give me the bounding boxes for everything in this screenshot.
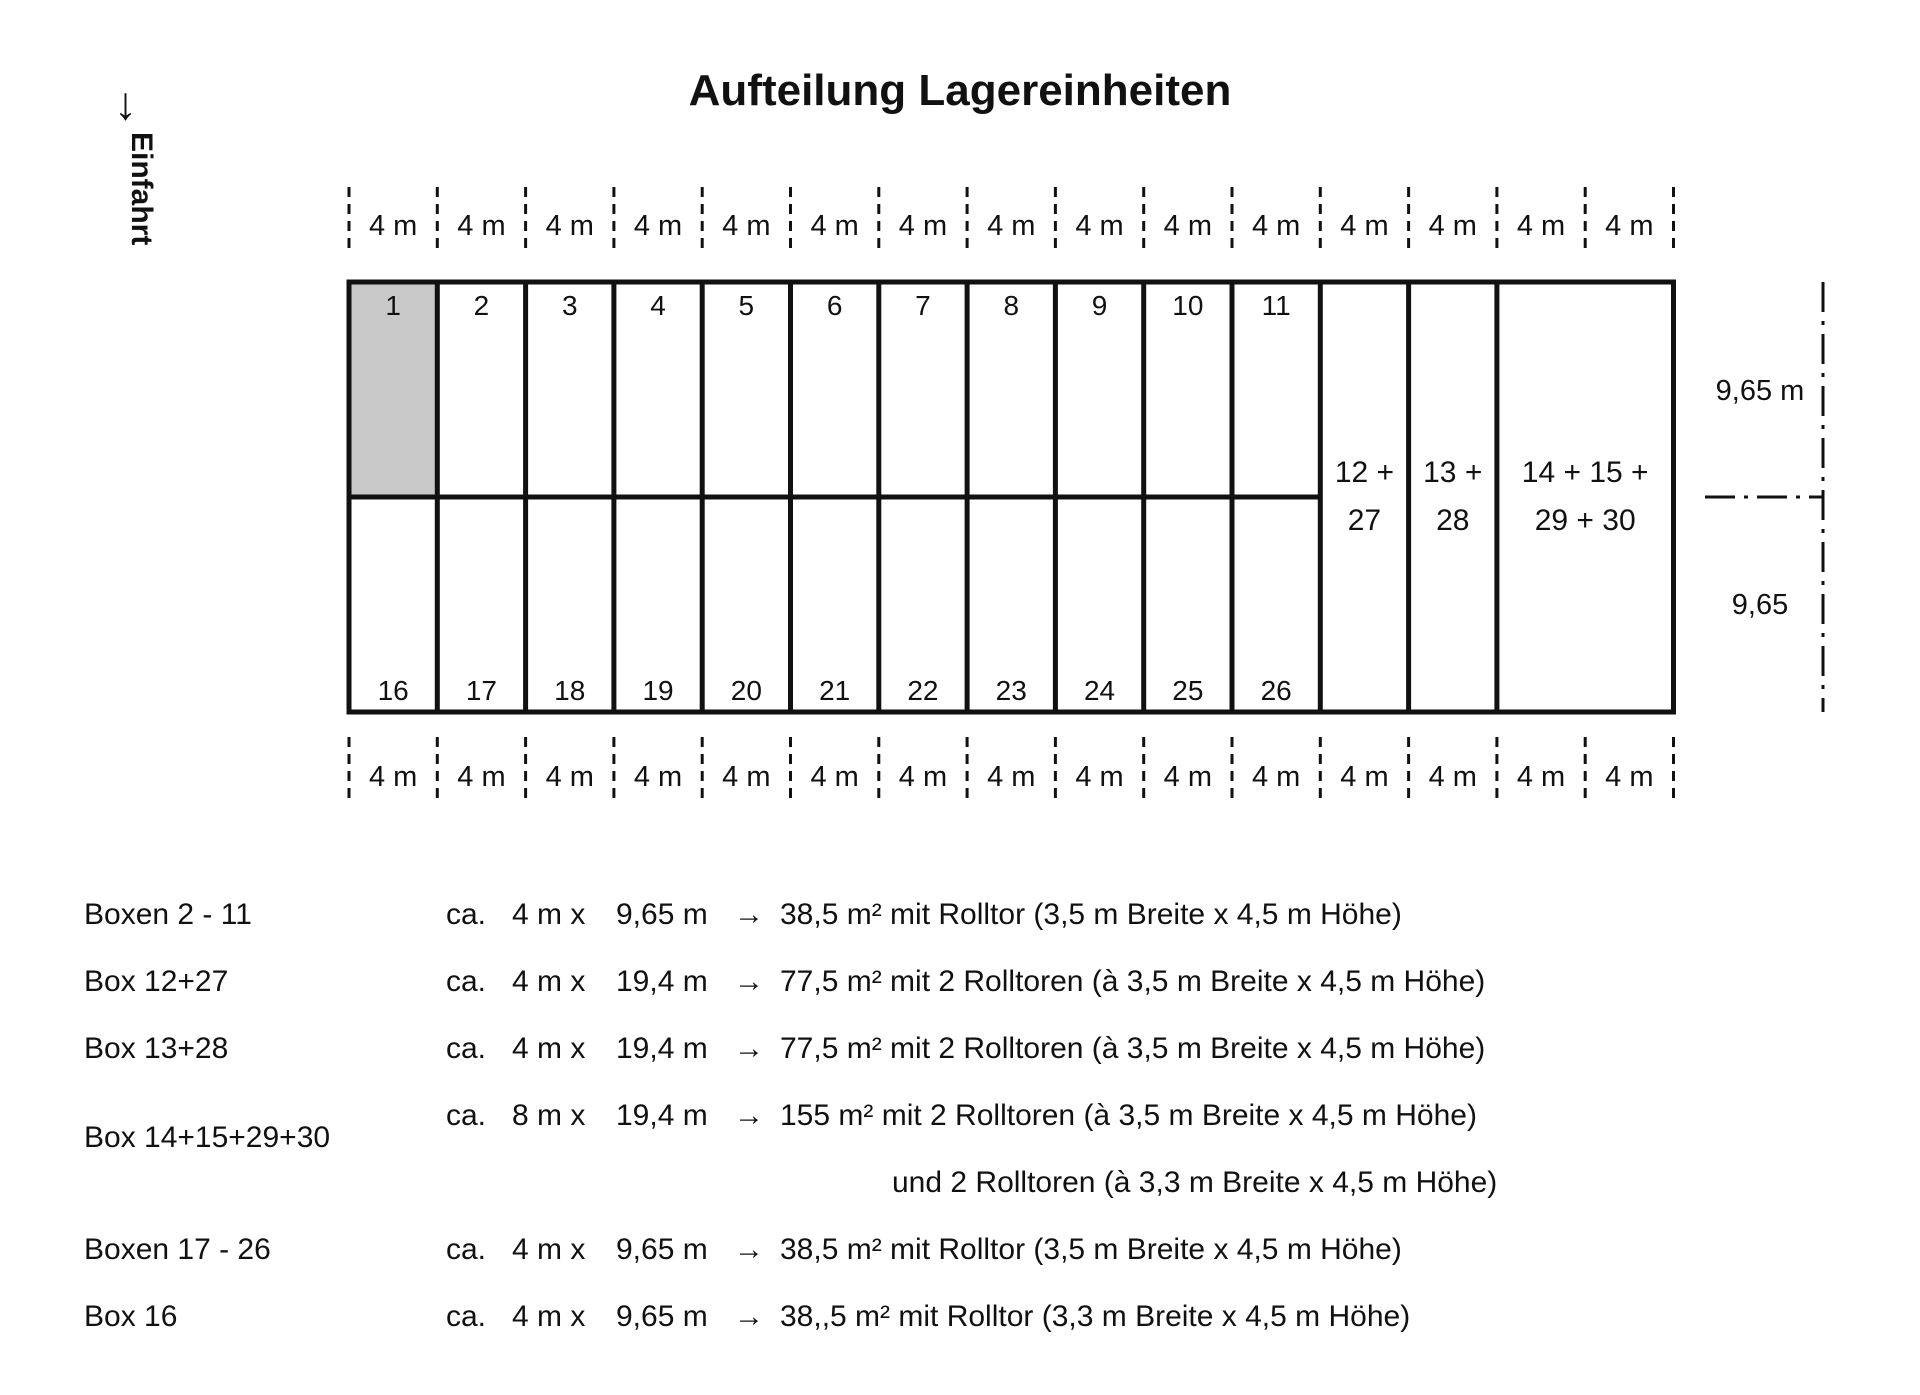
arrow-right-icon: → <box>734 1099 764 1132</box>
merged-box-label-0: 12 + <box>1334 456 1395 489</box>
spec-approx: ca. <box>446 1032 487 1065</box>
depth-label-upper: 9,65 m <box>1715 375 1805 407</box>
spec-approx: ca. <box>446 898 487 931</box>
spec-description: 38,,5 m² mit Rolltor (3,3 m Breite x 4,5 m Höhe) <box>780 1300 1411 1333</box>
spec-depth: 19,4 m <box>616 965 708 998</box>
spec-name: Box 14+15+29+30 <box>84 1121 331 1154</box>
box-number-16: 16 <box>377 675 409 706</box>
box-number-9: 9 <box>1091 290 1108 321</box>
width-dimension-top-label: 4 m <box>1163 210 1213 242</box>
width-dimension-top-label: 4 m <box>898 210 948 242</box>
spec-width: 4 m x <box>512 965 586 998</box>
width-dimension-top-label: 4 m <box>457 210 506 242</box>
spec-depth: 19,4 m <box>616 1099 708 1132</box>
arrow-right-icon: → <box>734 1233 764 1266</box>
spec-row-boxes-2-11 <box>0 898 1920 938</box>
width-dimension-bottom-label: 4 m <box>898 761 948 793</box>
width-dimension-bottom-label: 4 m <box>1075 761 1124 793</box>
spec-width: 4 m x <box>512 1032 586 1065</box>
width-dimension-top-label: 4 m <box>633 210 683 242</box>
box-number-2: 2 <box>473 290 490 321</box>
box-number-23: 23 <box>995 675 1027 706</box>
spec-description-continuation: und 2 Rolltoren (à 3,3 m Breite x 4,5 m Höhe) <box>892 1166 1498 1199</box>
spec-width: 8 m x <box>512 1099 586 1132</box>
box-number-11: 11 <box>1261 290 1291 321</box>
width-dimension-bottom-label: 4 m <box>1516 761 1566 793</box>
spec-approx: ca. <box>446 965 487 998</box>
spec-row-box-16 <box>0 1300 1920 1340</box>
arrow-right-icon: → <box>734 965 764 998</box>
box-number-4: 4 <box>650 290 666 321</box>
box-number-17: 17 <box>465 675 498 706</box>
spec-row-box-13-28 <box>0 1032 1920 1072</box>
width-dimension-bottom-label: 4 m <box>1340 761 1389 793</box>
width-dimension-bottom-label: 4 m <box>1605 761 1654 793</box>
width-dimension-top-label: 4 m <box>545 210 594 242</box>
box-number-8: 8 <box>1003 290 1020 321</box>
spec-width: 4 m x <box>512 1300 586 1333</box>
width-dimension-top-label: 4 m <box>1251 210 1301 242</box>
arrow-right-icon: → <box>734 898 764 931</box>
arrow-right-icon: → <box>734 1300 764 1333</box>
width-dimension-top-label: 4 m <box>810 210 859 242</box>
spec-name: Boxen 2 - 11 <box>84 898 252 931</box>
width-dimension-bottom-label: 4 m <box>1428 761 1477 793</box>
spec-row-boxes-17-26 <box>0 1233 1920 1273</box>
width-dimension-bottom-label: 4 m <box>368 761 418 793</box>
box-number-25: 25 <box>1172 675 1204 706</box>
spec-approx: ca. <box>446 1300 487 1333</box>
width-dimension-top-label: 4 m <box>368 210 418 242</box>
merged-box-label-2: 14 + 15 + <box>1521 456 1649 489</box>
width-dimension-bottom-label: 4 m <box>987 761 1036 793</box>
width-dimension-bottom-label: 4 m <box>810 761 859 793</box>
merged-box-label-1-line2: 28 <box>1436 504 1470 537</box>
spec-name: Box 13+28 <box>84 1032 229 1065</box>
width-dimension-top-label: 4 m <box>1340 210 1389 242</box>
width-dimension-bottom-label: 4 m <box>457 761 506 793</box>
page-title: Aufteilung Lagereinheiten <box>688 66 1232 115</box>
merged-box-label-0-line2: 27 <box>1347 504 1382 537</box>
width-dimension-top-label: 4 m <box>1428 210 1477 242</box>
spec-name: Boxen 17 - 26 <box>84 1233 271 1266</box>
spec-width: 4 m x <box>512 898 586 931</box>
box-number-10: 10 <box>1172 290 1204 321</box>
box-number-6: 6 <box>826 290 843 321</box>
width-dimension-top-label: 4 m <box>1516 210 1566 242</box>
spec-description: 38,5 m² mit Rolltor (3,5 m Breite x 4,5 m Höhe) <box>780 1233 1402 1266</box>
box-number-19: 19 <box>642 675 674 706</box>
spec-description: 77,5 m² mit 2 Rolltoren (à 3,5 m Breite x 4,5 m Höhe) <box>780 965 1486 998</box>
spec-description: 77,5 m² mit 2 Rolltoren (à 3,5 m Breite x 4,5 m Höhe) <box>780 1032 1486 1065</box>
width-dimension-top-label: 4 m <box>1075 210 1124 242</box>
arrow-right-icon: → <box>734 1032 764 1065</box>
spec-depth: 9,65 m <box>616 898 708 931</box>
width-dimension-bottom-label: 4 m <box>545 761 594 793</box>
width-dimension-bottom-label: 4 m <box>1163 761 1213 793</box>
entrance-label: Einfahrt <box>125 132 158 246</box>
width-dimension-top-label: 4 m <box>1605 210 1654 242</box>
spec-row-box-14-15-29-30 <box>0 1099 1920 1209</box>
merged-box-label-2-line2: 29 + 30 <box>1534 504 1636 537</box>
spec-approx: ca. <box>446 1099 487 1132</box>
spec-approx: ca. <box>446 1233 487 1266</box>
box-number-1: 1 <box>385 290 401 321</box>
box-number-22: 22 <box>907 675 939 706</box>
width-dimension-top-label: 4 m <box>987 210 1036 242</box>
box-number-21: 21 <box>819 675 851 706</box>
box-number-3: 3 <box>561 290 578 321</box>
box-number-18: 18 <box>554 675 586 706</box>
width-dimension-bottom-label: 4 m <box>633 761 683 793</box>
arrow-down-icon: ↓ <box>114 77 137 129</box>
width-dimension-bottom-label: 4 m <box>1251 761 1301 793</box>
spec-name: Box 16 <box>84 1300 178 1333</box>
merged-box-label-1: 13 + <box>1423 456 1483 489</box>
box-number-5: 5 <box>738 290 755 321</box>
spec-row-box-12-27 <box>0 965 1920 1005</box>
box-number-7: 7 <box>915 290 931 321</box>
width-dimension-top-label: 4 m <box>722 210 771 242</box>
width-dimension-bottom-label: 4 m <box>722 761 771 793</box>
spec-depth: 9,65 m <box>616 1233 708 1266</box>
box-number-26: 26 <box>1260 675 1292 706</box>
spec-description: 155 m² mit 2 Rolltoren (à 3,5 m Breite x 4,5 m Höhe) <box>780 1099 1477 1132</box>
spec-width: 4 m x <box>512 1233 586 1266</box>
box-number-24: 24 <box>1083 675 1116 706</box>
spec-name: Box 12+27 <box>84 965 229 998</box>
depth-label-lower: 9,65 <box>1731 589 1789 621</box>
spec-depth: 9,65 m <box>616 1300 708 1333</box>
spec-description: 38,5 m² mit Rolltor (3,5 m Breite x 4,5 m Höhe) <box>780 898 1402 931</box>
box-number-20: 20 <box>730 675 762 706</box>
spec-depth: 19,4 m <box>616 1032 708 1065</box>
